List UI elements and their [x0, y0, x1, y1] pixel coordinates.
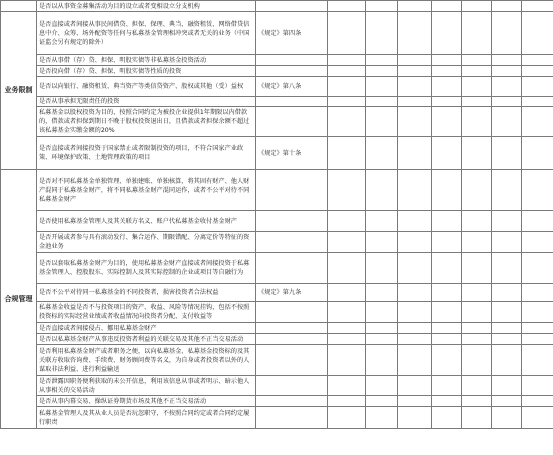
blank-cell[interactable]: [522, 407, 553, 429]
blank-cell[interactable]: [398, 12, 432, 55]
blank-cell[interactable]: [432, 396, 462, 407]
blank-cell[interactable]: [366, 302, 398, 323]
table-row: [1, 137, 553, 170]
blank-cell[interactable]: [522, 253, 553, 284]
blank-cell[interactable]: [522, 170, 553, 211]
blank-cell[interactable]: [462, 376, 492, 396]
blank-cell[interactable]: [398, 55, 432, 66]
blank-cell[interactable]: [398, 334, 432, 345]
reference-cell: [256, 1, 328, 12]
table-row: [1, 323, 553, 334]
blank-cell[interactable]: [328, 137, 366, 170]
blank-cell[interactable]: [328, 396, 366, 407]
reference-cell: [256, 211, 328, 232]
blank-cell[interactable]: [398, 137, 432, 170]
blank-cell[interactable]: [398, 107, 432, 137]
blank-cell[interactable]: [462, 302, 492, 323]
blank-cell[interactable]: [366, 232, 398, 253]
blank-cell[interactable]: [432, 253, 462, 284]
blank-cell[interactable]: [366, 211, 398, 232]
reference-cell: [256, 396, 328, 407]
table-row: [1, 396, 553, 407]
blank-cell[interactable]: [328, 107, 366, 137]
blank-cell[interactable]: [328, 211, 366, 232]
table-row: [1, 334, 553, 345]
blank-cell[interactable]: [398, 211, 432, 232]
blank-cell[interactable]: [432, 137, 462, 170]
blank-cell[interactable]: [522, 66, 553, 77]
category-cell: 合规管理: [1, 170, 37, 429]
blank-cell[interactable]: [328, 12, 366, 55]
blank-cell[interactable]: [366, 284, 398, 302]
blank-cell[interactable]: [432, 345, 462, 376]
question-cell: 是否以私募基金财产从事违反投资者利益的关联交易及其他不正当交易活动: [37, 334, 256, 345]
blank-cell[interactable]: [432, 97, 462, 107]
blank-cell[interactable]: [522, 232, 553, 253]
blank-cell[interactable]: [398, 345, 432, 376]
question-cell: 是否投向借（存）贷、担保、明股实债等性质的投资: [37, 66, 256, 77]
category-cell: 业务限制: [1, 12, 37, 170]
blank-cell[interactable]: [366, 1, 398, 12]
question-cell: 是否对不同私募基金单独管理、单独建账、单独核算，将其固有财产、他人财产混同于私募基金财产，将不同私募基金财产混同运作，或者不公平对待不同私募基金财产: [37, 170, 256, 211]
blank-cell[interactable]: [492, 232, 522, 253]
blank-cell[interactable]: [432, 407, 462, 429]
blank-cell[interactable]: [492, 284, 522, 302]
question-cell: 是否泄露因职务便利获取的未公开信息，利用该信息从事或者明示、暗示他人从事相关的交易活动: [37, 376, 256, 396]
blank-cell[interactable]: [492, 376, 522, 396]
question-cell: 是否从事承担无限责任的投资: [37, 97, 256, 107]
blank-cell[interactable]: [328, 55, 366, 66]
blank-cell[interactable]: [398, 232, 432, 253]
blank-cell[interactable]: [492, 107, 522, 137]
table-row: [1, 211, 553, 232]
blank-cell[interactable]: [462, 12, 492, 55]
reference-cell: [256, 323, 328, 334]
blank-cell[interactable]: [328, 170, 366, 211]
blank-cell[interactable]: [462, 407, 492, 429]
blank-cell[interactable]: [366, 334, 398, 345]
blank-cell[interactable]: [522, 97, 553, 107]
blank-cell[interactable]: [462, 396, 492, 407]
reference-cell: 《规定》第八条: [256, 77, 328, 97]
table-row: [1, 407, 553, 429]
blank-cell[interactable]: [328, 97, 366, 107]
blank-cell[interactable]: [328, 253, 366, 284]
blank-cell[interactable]: [328, 1, 366, 12]
blank-cell[interactable]: [522, 284, 553, 302]
blank-cell[interactable]: [432, 170, 462, 211]
table-row: [1, 12, 553, 55]
blank-cell[interactable]: [492, 345, 522, 376]
blank-cell[interactable]: [432, 334, 462, 345]
table-row: [1, 376, 553, 396]
blank-cell[interactable]: [328, 345, 366, 376]
blank-cell[interactable]: [432, 77, 462, 97]
blank-cell[interactable]: [462, 323, 492, 334]
blank-cell[interactable]: [328, 376, 366, 396]
blank-cell[interactable]: [328, 232, 366, 253]
blank-cell[interactable]: [492, 77, 522, 97]
blank-cell[interactable]: [432, 232, 462, 253]
table-row: [1, 232, 553, 253]
question-cell: 是否以向银行、融资租赁、典当资产等类信贷资产、股权或其他（受）益权: [37, 77, 256, 97]
blank-cell[interactable]: [462, 107, 492, 137]
question-cell: 是否直接或者间接侵占、挪用私募基金财产: [37, 323, 256, 334]
blank-cell[interactable]: [432, 302, 462, 323]
blank-cell[interactable]: [462, 170, 492, 211]
blank-cell[interactable]: [366, 376, 398, 396]
blank-cell[interactable]: [366, 323, 398, 334]
table-row: [1, 302, 553, 323]
table-row: [1, 66, 553, 77]
reference-cell: 《规定》第十条: [256, 137, 328, 170]
question-cell: 是否使用私募基金管理人及其关联方名义、账户代私募基金收付基金财产: [37, 211, 256, 232]
blank-cell[interactable]: [398, 170, 432, 211]
blank-cell[interactable]: [522, 211, 553, 232]
blank-cell[interactable]: [366, 97, 398, 107]
blank-cell[interactable]: [492, 12, 522, 55]
question-cell: 是否从事借（存）贷、担保、明股实债等非私募基金投资活动: [37, 55, 256, 66]
blank-cell[interactable]: [432, 211, 462, 232]
question-cell: 是否直接或者间接投资于国家禁止或者限制投资的项目，不符合国家产业政策、环境保护政策、土地管理政策的项目: [37, 137, 256, 170]
blank-cell[interactable]: [398, 302, 432, 323]
blank-cell[interactable]: [398, 97, 432, 107]
blank-cell[interactable]: [398, 253, 432, 284]
table-row: [1, 253, 553, 284]
blank-cell[interactable]: [522, 55, 553, 66]
question-cell: 是否开展或者参与具有滚动发行、集合运作、期限错配、分离定价等特征的资金池业务: [37, 232, 256, 253]
table-row: [1, 1, 553, 12]
blank-cell[interactable]: [398, 396, 432, 407]
blank-cell[interactable]: [522, 334, 553, 345]
reference-cell: [256, 253, 328, 284]
blank-cell[interactable]: [462, 345, 492, 376]
reference-cell: [256, 232, 328, 253]
blank-cell[interactable]: [398, 407, 432, 429]
blank-cell[interactable]: [366, 345, 398, 376]
table-row: [1, 55, 553, 66]
category-cell-empty: [1, 1, 37, 12]
question-cell: 是否利用私募基金财产或者职务之便，以向私募基金、私募基金投资标的及其关联方收取咨询费、手续费、财务顾问费等名义，为自身或者投资者以外的人谋取非法利益、进行利益输送: [37, 345, 256, 376]
blank-cell[interactable]: [492, 302, 522, 323]
blank-cell[interactable]: [492, 211, 522, 232]
blank-cell[interactable]: [398, 1, 432, 12]
blank-cell[interactable]: [328, 323, 366, 334]
blank-cell[interactable]: [366, 55, 398, 66]
blank-cell[interactable]: [462, 77, 492, 97]
blank-cell[interactable]: [398, 284, 432, 302]
reference-cell: [256, 345, 328, 376]
blank-cell[interactable]: [398, 66, 432, 77]
checklist-body: [1, 1, 553, 429]
blank-cell[interactable]: [492, 323, 522, 334]
blank-cell[interactable]: [432, 1, 462, 12]
question-cell: 是否不公平对待同一私募基金的不同投资者，损害投资者合法权益: [37, 284, 256, 302]
blank-cell[interactable]: [462, 284, 492, 302]
blank-cell[interactable]: [522, 376, 553, 396]
reference-cell: [256, 376, 328, 396]
blank-cell[interactable]: [366, 253, 398, 284]
blank-cell[interactable]: [328, 77, 366, 97]
question-cell: 私募基金收益是否不与投资项目的资产、收益、风险等情况挂钩，包括不按照投资标的实际经营业绩或者收益情况向投资者分配、支付收益等: [37, 302, 256, 323]
blank-cell[interactable]: [432, 55, 462, 66]
blank-cell[interactable]: [366, 137, 398, 170]
blank-cell[interactable]: [398, 376, 432, 396]
reference-cell: [256, 66, 328, 77]
table-row: [1, 284, 553, 302]
question-cell: 私募基金管理人及其从业人员是否玩忽职守，不按照合同约定或者合同约定履行职责: [37, 407, 256, 429]
blank-cell[interactable]: [398, 323, 432, 334]
blank-cell[interactable]: [432, 376, 462, 396]
blank-cell[interactable]: [432, 323, 462, 334]
table-row: [1, 77, 553, 97]
blank-cell[interactable]: [492, 396, 522, 407]
blank-cell[interactable]: [462, 253, 492, 284]
blank-cell[interactable]: [492, 170, 522, 211]
blank-cell[interactable]: [522, 396, 553, 407]
blank-cell[interactable]: [492, 334, 522, 345]
blank-cell[interactable]: [462, 232, 492, 253]
reference-cell: 《规定》第九条: [256, 284, 328, 302]
blank-cell[interactable]: [492, 66, 522, 77]
table-row: [1, 345, 553, 376]
blank-cell[interactable]: [328, 334, 366, 345]
blank-cell[interactable]: [462, 211, 492, 232]
blank-cell[interactable]: [432, 107, 462, 137]
blank-cell[interactable]: [522, 302, 553, 323]
blank-cell[interactable]: [522, 137, 553, 170]
question-cell: 是否从事内幕交易、操纵证券期货市场及其他不正当交易活动: [37, 396, 256, 407]
blank-cell[interactable]: [366, 396, 398, 407]
blank-cell[interactable]: [462, 334, 492, 345]
reference-cell: [256, 407, 328, 429]
blank-cell[interactable]: [366, 170, 398, 211]
question-cell: 是否直接或者间接从事民间借贷、担保、保理、典当、融资租赁、网络借贷信息中介、众筹、场外配资等任何与私募基金管理相冲突或者无关的业务（中国证监会另有规定的除外）: [37, 12, 256, 55]
blank-cell[interactable]: [462, 137, 492, 170]
blank-cell[interactable]: [462, 55, 492, 66]
blank-cell[interactable]: [462, 66, 492, 77]
blank-cell[interactable]: [366, 107, 398, 137]
reference-cell: [256, 97, 328, 107]
blank-cell[interactable]: [492, 407, 522, 429]
blank-cell[interactable]: [366, 407, 398, 429]
table-row: [1, 107, 553, 137]
reference-cell: [256, 334, 328, 345]
reference-cell: [256, 302, 328, 323]
blank-cell[interactable]: [492, 253, 522, 284]
blank-cell[interactable]: [492, 1, 522, 12]
blank-cell[interactable]: [432, 284, 462, 302]
blank-cell[interactable]: [522, 1, 553, 12]
blank-cell[interactable]: [522, 107, 553, 137]
blank-cell[interactable]: [366, 12, 398, 55]
reference-cell: 《规定》第四条: [256, 12, 328, 55]
blank-cell[interactable]: [522, 345, 553, 376]
reference-cell: [256, 107, 328, 137]
blank-cell[interactable]: [328, 284, 366, 302]
blank-cell[interactable]: [492, 97, 522, 107]
blank-cell[interactable]: [522, 12, 553, 55]
table-row: [1, 97, 553, 107]
question-cell: 私募基金以股权投资为目的，按照合同约定为被投企业提供1年期限以内借款的，借款或者担保到期日不晚于股权投资退出日，且借款或者担保余额不超过该私募基金实缴金额的20%: [37, 107, 256, 137]
table-row: [1, 170, 553, 211]
blank-cell[interactable]: [366, 66, 398, 77]
blank-cell[interactable]: [366, 77, 398, 97]
reference-cell: [256, 170, 328, 211]
blank-cell[interactable]: [328, 66, 366, 77]
blank-cell[interactable]: [462, 1, 492, 12]
blank-cell[interactable]: [522, 323, 553, 334]
blank-cell[interactable]: [492, 55, 522, 66]
blank-cell[interactable]: [432, 12, 462, 55]
blank-cell[interactable]: [398, 77, 432, 97]
blank-cell[interactable]: [522, 77, 553, 97]
blank-cell[interactable]: [492, 137, 522, 170]
reference-cell: [256, 55, 328, 66]
blank-cell[interactable]: [432, 66, 462, 77]
blank-cell[interactable]: [328, 302, 366, 323]
blank-cell[interactable]: [462, 97, 492, 107]
blank-cell[interactable]: [328, 407, 366, 429]
question-cell: 是否以套取私募基金财产为目的，使用私募基金财产直接或者间接投资于私募基金管理人、控股股东、实际控制人及其实际控制的企业或项目等自融行为: [37, 253, 256, 284]
question-cell: 是否以从事资金募集活动为目的设立或者变相设立分支机构: [37, 1, 256, 12]
